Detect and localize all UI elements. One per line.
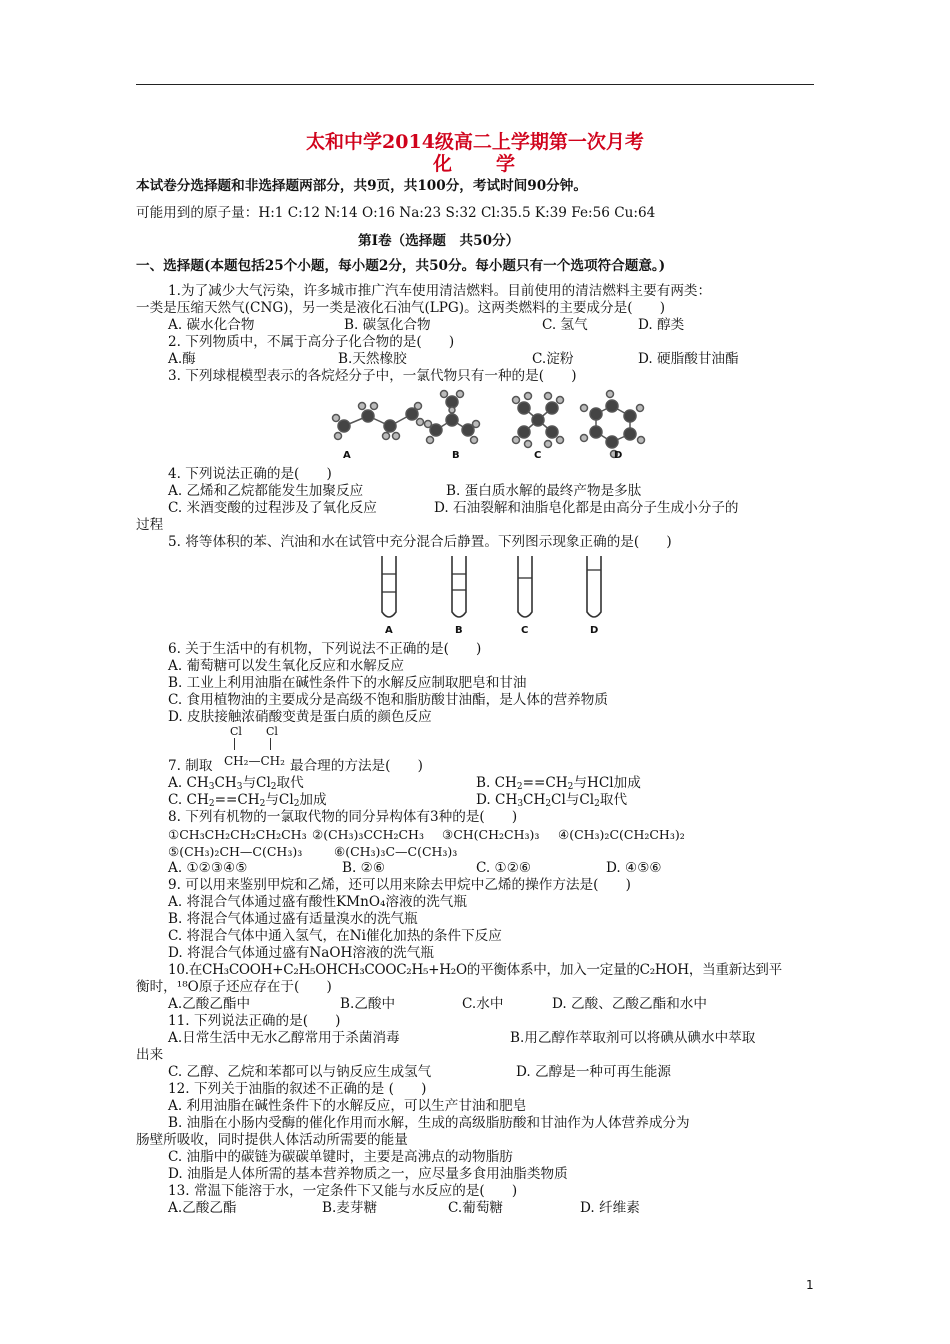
exam-intro: 本试卷分选择题和非选择题两部分，共9页，共100分，考试时间90分钟。: [136, 178, 587, 194]
q8-option-d: D. ④⑤⑥: [606, 860, 662, 876]
test-tubes-figure: [372, 552, 612, 624]
q6-stem: 6. 关于生活中的有机物，下列说法不正确的是( ): [168, 641, 482, 657]
q9-stem: 9. 可以用来鉴别甲烷和乙烯，还可以用来除去甲烷中乙烯的操作方法是( ): [168, 877, 631, 893]
q3-label-d: D: [614, 450, 623, 461]
q2-stem: 2. 下列物质中，不属于高分子化合物的是( ): [168, 334, 455, 350]
q8-compound-4: ④(CH₃)₂C(CH₂CH₃)₂: [558, 827, 685, 842]
q5-label-a: A: [385, 625, 393, 636]
q13-option-a: A.乙酸乙酯: [168, 1200, 237, 1216]
q13-option-d: D. 纤维素: [580, 1200, 640, 1216]
q9-option-c: C. 将混合气体中通入氢气，在Ni催化加热的条件下反应: [168, 928, 502, 944]
part1-title: 第Ⅰ卷（选择题 共50分）: [358, 233, 520, 249]
q4-option-a: A. 乙烯和乙烷都能发生加聚反应: [168, 483, 364, 499]
q10-stem-1: 10.在CH₃COOH+C₂H₅OHCH₃COOC₂H₅+H₂O的平衡体系中，加入一定量的C₂HOH，当重新达到平: [168, 962, 782, 978]
model-d: [581, 391, 645, 458]
tube-b: [452, 556, 466, 617]
q13-option-c: C.葡萄糖: [448, 1200, 504, 1216]
q9-option-b: B. 将混合气体通过盛有适量溴水的洗气瓶: [168, 911, 418, 927]
q5-label-b: B: [455, 625, 463, 636]
header-rule: [136, 84, 814, 85]
q1-stem-2: 一类是压缩天然气(CNG)，另一类是液化石油气(LPG)。这两类燃料的主要成分是( ): [136, 300, 666, 316]
atomic-masses: 可能用到的原子量：H:1 C:12 N:14 O:16 Na:23 S:32 Cl:35.5 K:39 Fe:56 Cu:64: [136, 205, 656, 221]
q8-compound-3: ③CH(CH₂CH₃)₃: [442, 827, 540, 842]
q7-option-c: C. $CH_2==CH_2$与$Cl_2$加成: [168, 792, 327, 809]
tube-c: [518, 556, 532, 617]
q1-option-a: A. 碳水化合物: [168, 317, 255, 333]
q12-option-c: C. 油脂中的碳链为碳碳单键时，主要是高沸点的动物脂肪: [168, 1149, 513, 1165]
q4-option-d: D. 石油裂解和油脂皂化都是由高分子生成小分子的: [434, 500, 739, 516]
q8-compound-1: ①CH₃CH₂CH₂CH₂CH₃: [168, 827, 307, 842]
exam-subject: 化 学: [432, 153, 517, 175]
q8-compound-2: ②(CH₃)₃CCH₂CH₃: [312, 827, 424, 842]
q12-option-a: A. 利用油脂在碱性条件下的水解反应，可以生产甘油和肥皂: [168, 1098, 527, 1114]
q11-option-b: B.用乙醇作萃取剂可以将碘从碘水中萃取: [510, 1030, 756, 1046]
q7-stem-post: 最合理的方法是( ): [290, 758, 423, 774]
q4-option-b: B. 蛋白质水解的最终产物是多肽: [446, 483, 642, 499]
q6-option-d: D. 皮肤接触浓硝酸变黄是蛋白质的颜色反应: [168, 709, 432, 725]
q4-option-c: C. 米酒变酸的过程涉及了氧化反应: [168, 500, 377, 516]
q7-option-b: B. $CH_2==CH_2$与HCl加成: [476, 775, 641, 792]
q3-label-b: B: [452, 450, 460, 461]
model-c: [513, 393, 564, 448]
q11-option-a: A.日常生活中无水乙醇常用于杀菌消毒: [168, 1030, 400, 1046]
tube-d: [587, 556, 601, 617]
q11-option-b-cont: 出来: [136, 1047, 164, 1063]
q13-option-b: B.麦芽糖: [322, 1200, 378, 1216]
q9-option-a: A. 将混合气体通过盛有酸性KMnO₄溶液的洗气瓶: [168, 894, 467, 910]
page-number: 1: [806, 1278, 814, 1292]
q3-label-c: C: [534, 450, 542, 461]
q7-bond-2: [270, 738, 271, 750]
q10-option-a: A.乙酸乙酯中: [168, 996, 251, 1012]
q7-bond-1: [234, 738, 235, 750]
q2-option-d: D. 硬脂酸甘油酯: [638, 351, 739, 367]
q7-cl-1: Cl: [230, 725, 242, 738]
q2-option-a: A.酶: [168, 351, 196, 367]
model-b: [425, 391, 480, 444]
q8-option-a: A. ①②③④⑤: [168, 860, 248, 876]
q2-option-c: C.淀粉: [532, 351, 574, 367]
q5-label-c: C: [521, 625, 529, 636]
section1-title: 一、选择题(本题包括25个小题，每小题2分，共50分。每小题只有一个选项符合题意。): [136, 258, 666, 274]
tube-a: [382, 556, 396, 617]
q10-option-c: C.水中: [462, 996, 504, 1012]
model-a: [333, 403, 424, 440]
q8-option-c: C. ①②⑥: [476, 860, 532, 876]
q7-option-d: D. $CH_3CH_2Cl$与$Cl_2$取代: [476, 792, 628, 809]
q6-option-c: C. 食用植物油的主要成分是高级不饱和脂肪酸甘油酯，是人体的营养物质: [168, 692, 608, 708]
q11-option-c: C. 乙醇、乙烷和苯都可以与钠反应生成氢气: [168, 1064, 432, 1080]
q6-option-b: B. 工业上利用油脂在碱性条件下的水解反应制取肥皂和甘油: [168, 675, 527, 691]
q3-label-a: A: [343, 450, 351, 461]
exam-title: 太和中学2014级高二上学期第一次月考: [306, 131, 644, 153]
q5-label-d: D: [590, 625, 599, 636]
q7-option-a: A. $CH_3CH_3$与$Cl_2$取代: [168, 775, 304, 792]
q7-formula: CH₂—CH₂: [224, 754, 285, 768]
q12-option-d: D. 油脂是人体所需的基本营养物质之一，应尽量多食用油脂类物质: [168, 1166, 568, 1182]
q10-option-b: B.乙酸中: [340, 996, 396, 1012]
q12-option-b-cont: 肠壁所吸收，同时提供人体活动所需要的能量: [136, 1132, 408, 1148]
q13-stem: 13. 常温下能溶于水，一定条件下又能与水反应的是( ): [168, 1183, 518, 1199]
q1-option-b: B. 碳氢化合物: [344, 317, 431, 333]
q1-option-d: D. 醇类: [638, 317, 685, 333]
q6-option-a: A. 葡萄糖可以发生氧化反应和水解反应: [168, 658, 404, 674]
q7-cl-2: Cl: [266, 725, 278, 738]
q8-compound-5: ⑤(CH₃)₂CH—C(CH₃)₃: [168, 844, 303, 859]
q8-compound-6: ⑥(CH₃)₃C—C(CH₃)₃: [334, 844, 458, 859]
q12-stem: 12. 下列关于油脂的叙述不正确的是 ( ): [168, 1081, 427, 1097]
q1-stem-1: 1.为了减少大气污染，许多城市推广汽车使用清洁燃料。目前使用的清洁燃料主要有两类：: [168, 283, 712, 299]
q10-stem-2: 衡时，¹⁸O原子还应存在于( ): [136, 979, 332, 995]
q4-stem: 4. 下列说法正确的是( ): [168, 466, 332, 482]
q3-stem: 3. 下列球棍模型表示的各烷烃分子中，一氯代物只有一种的是( ): [168, 368, 577, 384]
q7-stem-pre: 7. 制取: [168, 758, 213, 774]
q10-option-d: D. 乙酸、乙酸乙酯和水中: [552, 996, 707, 1012]
q12-option-b: B. 油脂在小肠内受酶的催化作用而水解，生成的高级脂肪酸和甘油作为人体营养成分为: [168, 1115, 690, 1131]
q8-stem: 8. 下列有机物的一氯取代物的同分异构体有3种的是( ): [168, 809, 518, 825]
ball-stick-models-figure: [330, 384, 650, 466]
q4-option-d-cont: 过程: [136, 517, 164, 533]
q1-option-c: C. 氢气: [542, 317, 588, 333]
q8-option-b: B. ②⑥: [342, 860, 386, 876]
q9-option-d: D. 将混合气体通过盛有NaOH溶液的洗气瓶: [168, 945, 434, 961]
q5-stem: 5. 将等体积的苯、汽油和水在试管中充分混合后静置。下列图示现象正确的是( ): [168, 534, 672, 550]
q11-stem: 11. 下列说法正确的是( ): [168, 1013, 341, 1029]
q11-option-d: D. 乙醇是一种可再生能源: [516, 1064, 671, 1080]
q2-option-b: B.天然橡胶: [338, 351, 407, 367]
